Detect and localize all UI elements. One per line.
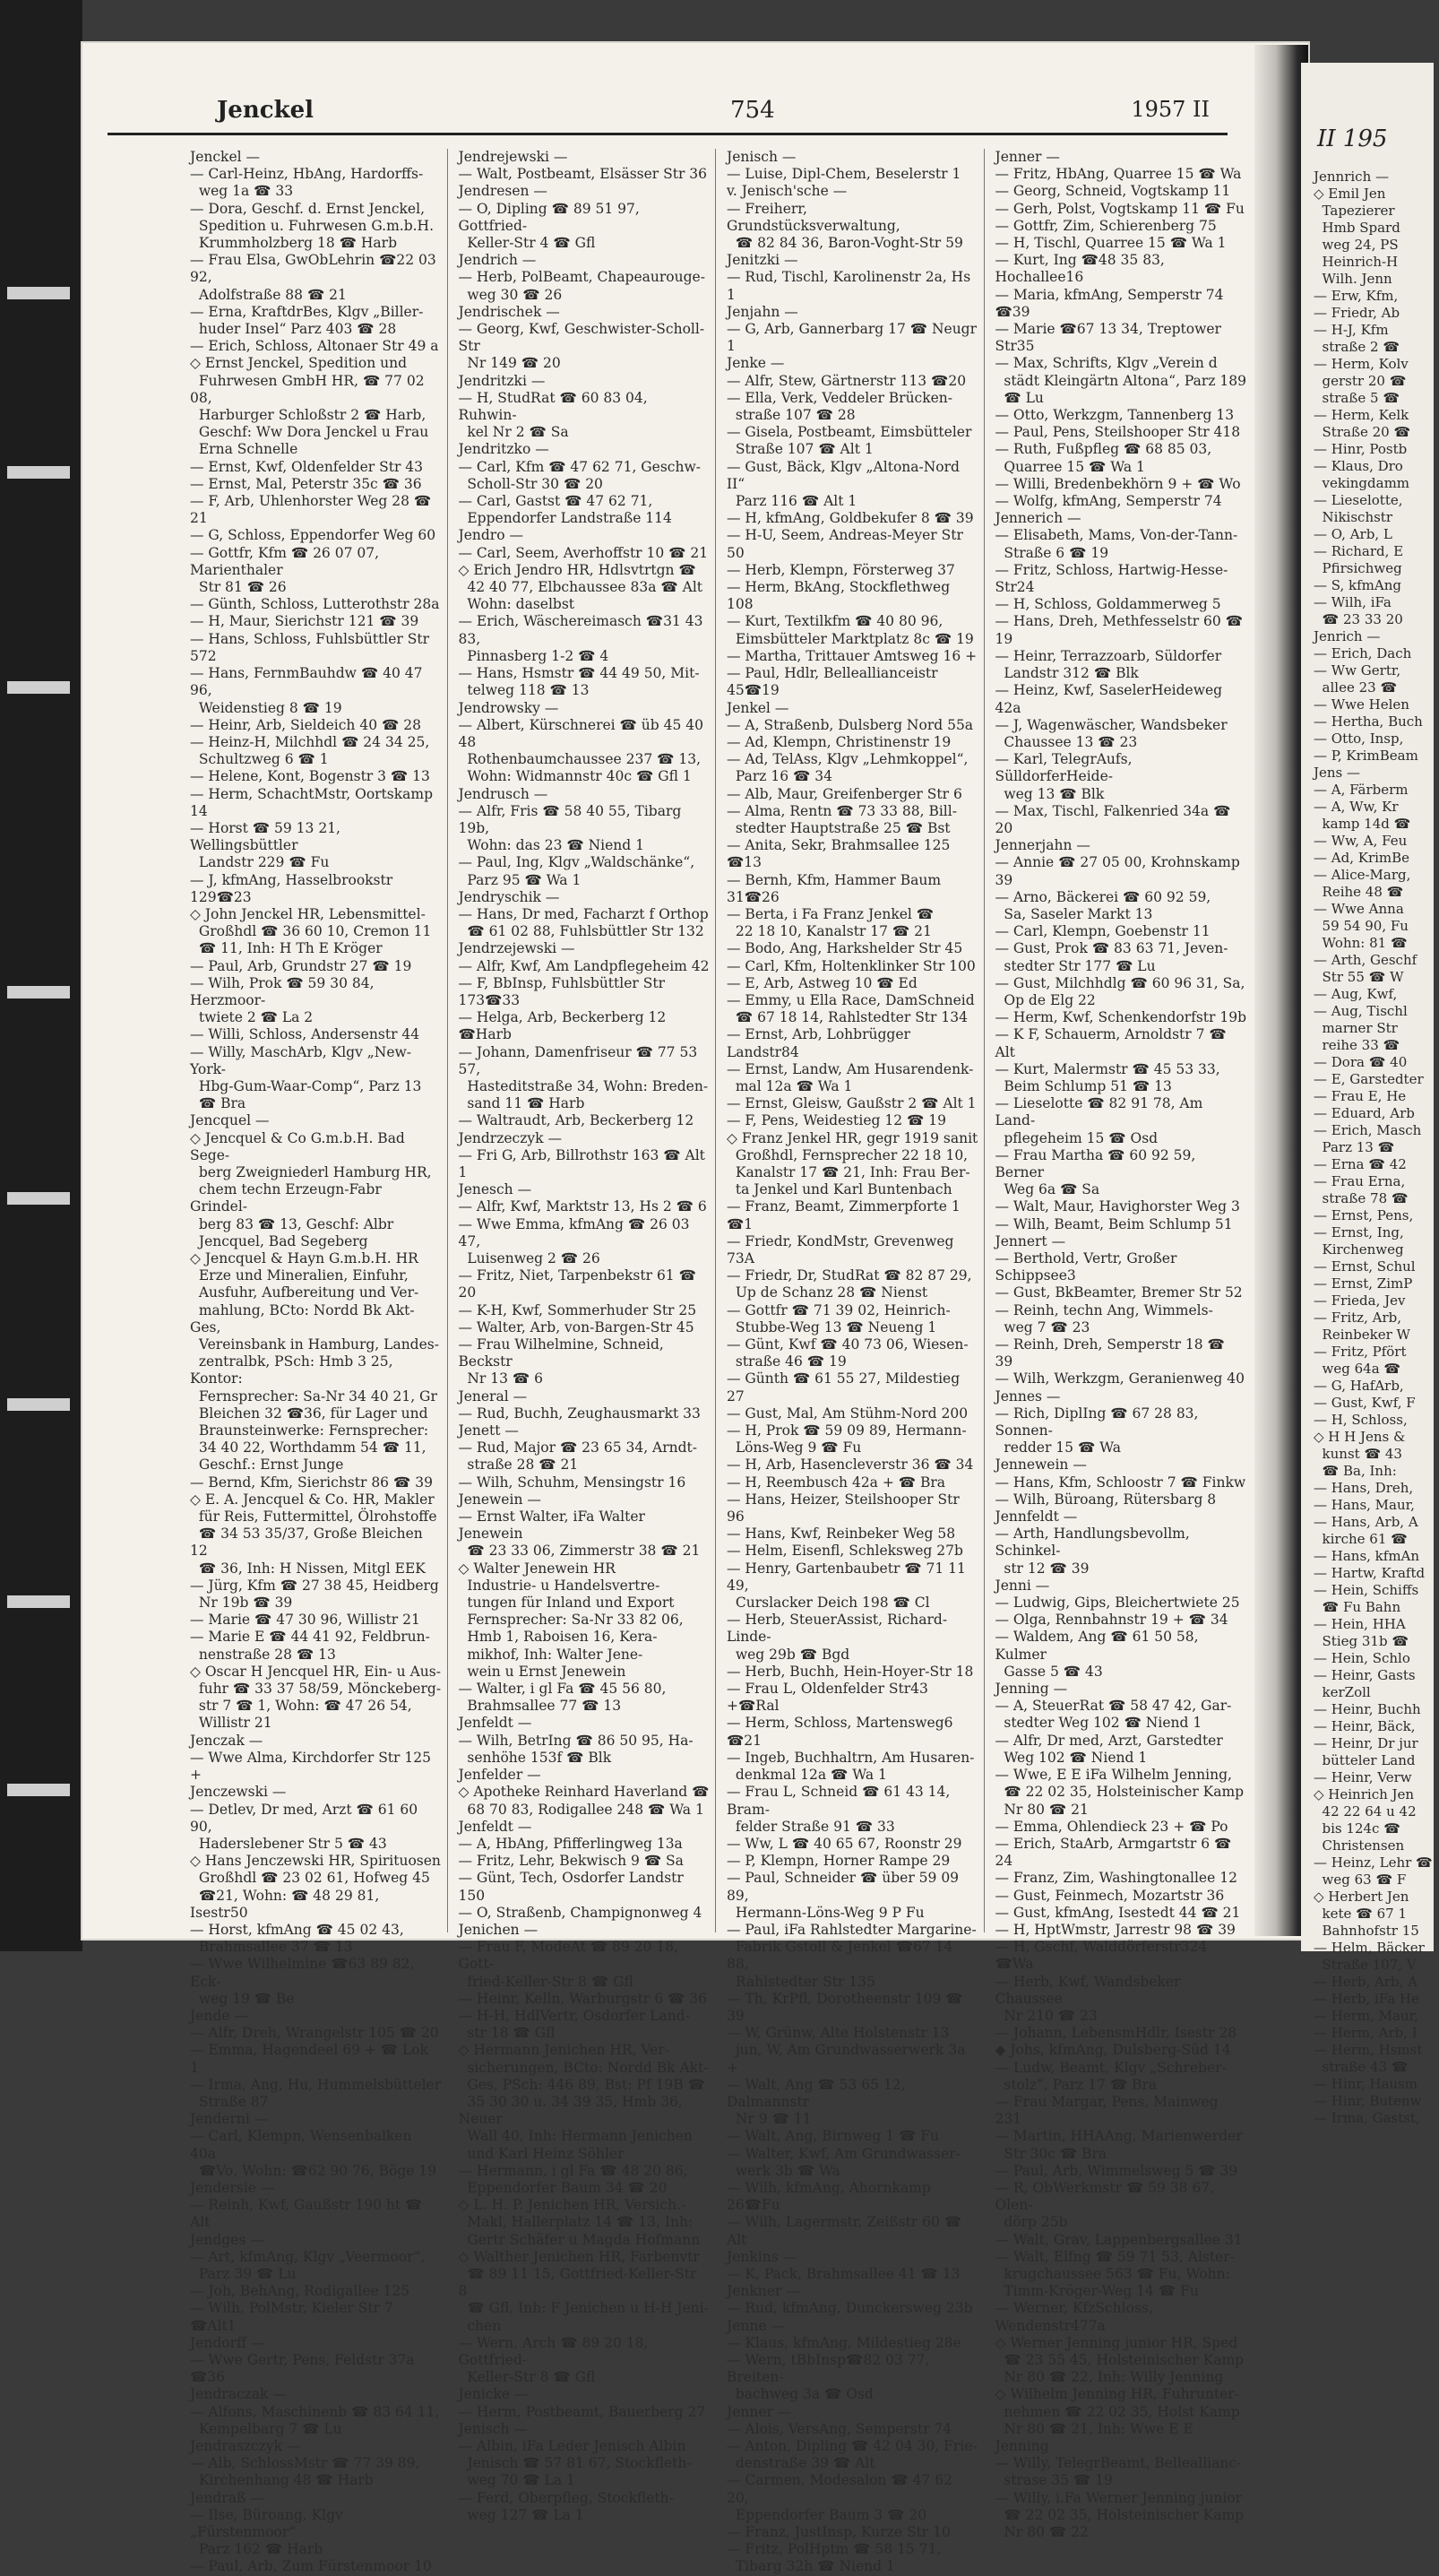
column-text: Jendrejewski — — Walt, Postbeamt, Elsässer Str 36 Jendresen — — O, Dipling ☎ 89 51 97, Gottfried- Keller-Str 4 ☎ Gfl Jendrich — — Herb, PolBeamt, Chapeaurouge- weg 30 ☎ 26 Jendrischek — — Georg, Kwf, Geschwister-Scholl-Str Nr 149 ☎ 20 Jendritzki — — H, StudRat ☎ 60 83 04, Ruhwin- kel Nr 2 ☎ Sa Jendritzko — — Carl, Kfm ☎ 47 62 71, Geschw- Scholl-Str 30 ☎ 20 — Carl, Gastst ☎ 47 62 71, Eppendorfer Landstraße 114 Jendro — — Carl, Seem, Averhoffstr 10 ☎ 21 ◇ Erich Jendro HR, Hdlsvtrtgn ☎ 42 40 77, Elbchaussee 83a ☎ Alt Wohn: daselbst — Erich, Wäschereimasch ☎31 43 83, Pinnasberg 1-2 ☎ 4 — Hans, Hsmstr ☎ 44 49 50, Mit- telweg 118 ☎ 13 Jendrowsky — — Albert, Kürschnerei ☎ üb 45 40 48 Rothenbaumchaussee 237 ☎ 13, Wohn: Widmannstr 40c ☎ Gfl 1 Jendrusch — — Alfr, Fris ☎ 58 40 55, Tibarg 19b, Wohn: das 23 ☎ Niend 1 — Paul, Ing, Klgv „Waldschänke“, Parz 95 ☎ Wa 1 Jendryschik — — Hans, Dr med, Facharzt f Orthop ☎ 61 02 88, Fuhlsbüttler Str 132 Jendrzejewski — — Alfr, Kwf, Am Landpflegeheim 42 — F, BbInsp, Fuhlsbüttler Str 173☎33 — Helga, Arb, Beckerberg 12 ☎Harb — Johann, Damenfriseur ☎ 77 53 57, Hasteditstraße 34, Wohn: Breden- sand 11 ☎ Harb — Waltraudt, Arb, Beckerberg 12 Jendrzeczyk — — Fri G, Arb, Billrothstr 163 ☎ Alt 1 Jenesch — — Alfr, Kwf, Marktstr 13, Hs 2 ☎ 6 — Wwe Emma, kfmAng ☎ 26 03 47, Luisenweg 2 ☎ 26 — Fritz, Niet, Tarpenbekstr 61 ☎ 20 — K-H, Kwf, Sommerhuder Str 25 — Walter, Arb, von-Bargen-Str 45 — Frau Wilhelmine, Schneid, Beckstr Nr 13 ☎ 6 Jeneral — — Rud, Buchh, Zeughausmarkt 33 Jenett — — Rud, Major ☎ 23 65 34, Arndt- straße 28 ☎ 21 — Wilh, Schuhm, Mensingstr 16 Jenewein — — Ernst Walter, iFa Walter Jenewein ☎ 23 33 06, Zimmerstr 38 ☎ 21 ◇ Walter Jenewein HR Industrie- u Handelsvertre- tungen für Inland und Export Fernsprecher: Sa-Nr 33 82 06, Hmb 1, Raboisen 16, Kera- mikhof, Inh: Walter Jene- wein u Ernst Jenewein — Walter, i gl Fa ☎ 45 56 80, Brahmsallee 77 ☎ 13 Jenfeldt — — Wilh, BetrIng ☎ 86 50 95, Ha- senhöhe 153f ☎ Blk Jenfelder — ◇ Apotheke Reinhard Haverland ☎ 68 70 83, Rodigallee 248 ☎ Wa 1 Jenfeldt — — A, HbAng, Pfifferlingweg 13a — Fritz, Lehr, Bekwisch 9 ☎ Sa — Günt, Tech, Osdorfer Landstr 150 — O, Straßenb, Champignonweg 4 Jenichen — — Frau F, ModeAt ☎ 89 20 18, Gott- fried-Keller-Str 8 ☎ Gfl — Heinr, Kelln, Warburgstr 6 ☎ 36 — H-H, HdlVertr, Osdorfer Land- str 18 ☎ Gfl ◇ Hermann Jenichen HR, Ver- sicherungen, BCto: Nordd Bk Akt- Ges, PSch: 446 89, Bst: Pf 19B ☎ 35 30 30 u. 34 39 35, Hmb 36, Neuer Wall 40, Inh: Hermann Jenichen und Karl Heinz Söhler — Hermann, i gl Fa ☎ 48 20 86, Eppendorfer Baum 34 ☎ 20 ◇ L. H. P. Jenichen HR, Versich.- Makl, Hallerplatz 14 ☎ 13, Inh: Gertr Schäfer u Magda Hofmann ◇ Walther Jenichen HR, Farbenvtr ☎ 89 11 15, Gottfried-Keller-Str 8 ☎ Gfl, Inh: F Jenichen u H-H Jeni- chen — Wern, Arch ☎ 89 20 18, Gottfried- Keller-Str 8 ☎ Gfl Jenicke — — Herm, Postbeamt, Bauerberg 27 Jenisch — — Albin, iFa Leder Jenisch Albin Jenisch ☎ 57 81 67, Stockfleth- weg 70 ☎ La 1 — Ferd, Oberpfleg, Stockfleth- weg 127 ☎ La 1 [458, 149, 710, 2523]
column-2 [458, 149, 717, 2523]
column-3 [727, 149, 985, 2575]
column-1 [190, 149, 448, 2575]
facing-page-text: Jennrich — ◇ Emil Jen Tapezierer Hmb Spard weg 24, PS Heinrich-H Wilh. Jenn — Erw, Kfm, — Friedr, Ab — H-J, Kfm straße 2 ☎ — Herm, Kolv gerstr 20 ☎ straße 5 ☎ — Herm, Kelk Straße 20 ☎ — Hinr, Postb — Klaus, Dro vekingdamm — Lieselotte, Nikischstr — O, Arb, L — Richard, E Pfirsichweg — S, kfmAng — Wilh, iFa ☎ 23 33 20 Jenrich — — Erich, Dach — Ww Gertr, allee 23 ☎ — Wwe Helen — Hertha, Buch — Otto, Insp, — P, KrimBeam Jens — — A, Färberm — A, Ww, Kr kamp 14d ☎ — Ww, A, Feu — Ad, KrimBe — Alice-Marg, Reihe 48 ☎ — Wwe Anna 59 54 90, Fu Wohn: 81 ☎ — Arth, Geschf Str 55 ☎ W — Aug, Kwf, — Aug, Tischl marner Str reihe 33 ☎ — Dora ☎ 40 — E, Garstedter — Frau E, He — Eduard, Arb — Erich, Masch Parz 13 ☎ — Erna ☎ 42 — Frau Erna, straße 78 ☎ — Ernst, Pens, — Ernst, Ing, Kirchenweg — Ernst, Schul — Ernst, ZimP — Frieda, Jev — Fritz, Arb, Reinbeker W — Fritz, Pfört weg 64a ☎ — G, HafArb, — Gust, Kwf, F — H, Schloss, ◇ H H Jens & kunst ☎ 43 ☎ Ba, Inh: — Hans, Dreh, — Hans, Maur, — Hans, Arb, A kirche 61 ☎ — Hans, kfmAn — Hartw, Kraftd — Hein, Schiffs ☎ Fu Bahn — Hein, HHA Stieg 31b ☎ — Hein, Schlo — Heinr, Gasts kerZoll — Heinr, Buchh — Heinr, Bäck, — Heinr, Dr jur bütteler Land — Heinr, Verw ◇ Heinrich Jen 42 22 64 u 42 bis 124c ☎ Christensen — Heinz, Lehr ☎ weg 63 ☎ F ◇ Herbert Jen kete ☎ 67 1 Bahnhofstr 15 — Helm, Bäcker Straße 107, V — Herb, Arb, A — Herb, iFa He — Herm, Maur, — Herm, Arb, I — Herm, Hsmst straße 43 ☎ — Hinr, Hausm — Hinr, Butenw — Irma, Gastst, [1314, 169, 1433, 2126]
column-text: Jenckel — — Carl-Heinz, HbAng, Hardorffs- weg 1a ☎ 33 — Dora, Geschf. d. Ernst Jenckel, Spedition u. Fuhrwesen G.m.b.H. Krummholzberg 18 ☎ Harb — Frau Elsa, GwObLehrin ☎22 03 92, Adolfstraße 88 ☎ 21 — Erna, KraftdrBes, Klgv „Biller- huder Insel“ Parz 403 ☎ 28 — Erich, Schloss, Altonaer Str 49 a ◇ Ernst Jenckel, Spedition und Fuhrwesen GmbH HR, ☎ 77 02 08, Harburger Schloßstr 2 ☎ Harb, Geschf: Ww Dora Jenckel u Frau Erna Schnelle — Ernst, Kwf, Oldenfelder Str 43 — Ernst, Mal, Peterstr 35c ☎ 36 — F, Arb, Uhlenhorster Weg 28 ☎ 21 — G, Schloss, Eppendorfer Weg 60 — Gottfr, Kfm ☎ 26 07 07, Marienthaler Str 81 ☎ 26 — Günth, Schloss, Lutterothstr 28a — H, Maur, Sierichstr 121 ☎ 39 — Hans, Schloss, Fuhlsbüttler Str 572 — Hans, FernmBauhdw ☎ 40 47 96, Weidenstieg 8 ☎ 19 — Heinr, Arb, Sieldeich 40 ☎ 28 — Heinz-H, Milchhdl ☎ 24 34 25, Schultzweg 6 ☎ 1 — Helene, Kont, Bogenstr 3 ☎ 13 — Herm, SchachtMstr, Oortskamp 14 — Horst ☎ 59 13 21, Wellingsbüttler Landstr 229 ☎ Fu — J, kfmAng, Hasselbrookstr 129☎23 ◇ John Jenckel HR, Lebensmittel- Großhdl ☎ 36 60 10, Cremon 11 ☎ 11, Inh: H Th E Kröger — Paul, Arb, Grundstr 27 ☎ 19 — Wilh, Prok ☎ 59 30 84, Herzmoor- twiete 2 ☎ La 2 — Willi, Schloss, Andersenstr 44 — Willy, MaschArb, Klgv „New-York- Hbg-Gum-Waar-Comp“, Parz 13 ☎ Bra Jencquel — ◇ Jencquel & Co G.m.b.H. Bad Sege- berg Zweigniederl Hamburg HR, chem techn Erzeugn-Fabr Grindel- berg 83 ☎ 13, Geschf: Albr Jencquel, Bad Segeberg ◇ Jencquel & Hayn G.m.b.H. HR Erze und Mineralien, Einfuhr, Ausfuhr, Aufbereitung und Ver- mahlung, BCto: Nordd Bk Akt-Ges, Vereinsbank in Hamburg, Landes- zentralbk, PSch: Hmb 3 25, Kontor: Fernsprecher: Sa-Nr 34 40 21, Gr Bleichen 32 ☎36, für Lager und Braunsteinwerke: Fernsprecher: 34 40 22, Worthdamm 54 ☎ 11, Geschf.: Ernst Junge — Bernd, Kfm, Sierichstr 86 ☎ 39 ◇ E. A. Jencquel & Co. HR, Makler für Reis, Futtermittel, Ölrohstoffe ☎ 34 53 35/37, Große Bleichen 12 ☎ 36, Inh: H Nissen, Mitgl EEK — Jürg, Kfm ☎ 27 38 45, Heidberg Nr 19b ☎ 39 — Marie ☎ 47 30 96, Willistr 21 — Marie E ☎ 44 41 92, Feldbrun- nenstraße 28 ☎ 13 ◇ Oscar H Jencquel HR, Ein- u Aus- fuhr ☎ 33 37 58/59, Mönckeberg- str 7 ☎ 1, Wohn: ☎ 47 26 54, Willistr 21 Jenczak — — Wwe Alma, Kirchdorfer Str 125 + Jenczewski — — Detlev, Dr med, Arzt ☎ 61 60 90, Haderslebener Str 5 ☎ 43 ◇ Hans Jenczewski HR, Spirituosen Großhdl ☎ 23 02 61, Hofweg 45 ☎21, Wohn: ☎ 48 29 81, Isestr50 — Horst, kfmAng ☎ 45 02 43, Brahmsallee 37 ☎ 13 — Wwe Wilhelmine ☎63 89 82, Eck- weg 19 ☎ Be Jende — — Alfr, Dreh, Wrangelstr 105 ☎ 20 — Emma, Hagendeel 69 + ☎ Lok 1 — Irma, Ang, Hu, Hummelsbütteler Straße 87 Jenderni — — Carl, Klempn, Wensenbalken 40a ☎Vo, Wohn: ☎62 90 76, Böge 19 Jendersie — — Reinh, Kwf, Gaußstr 190 ht ☎ Alt Jendges — — Art, kfmAng, Klgv „Veermoor“, Parz 39 ☎ Lu — Joh, BehAng, Rodigallee 125 — Wilh, PolMstr, Kieler Str 7 ☎Alt1 Jendorff — — Wwe Gertr, Pens, Feldstr 37a ☎36 Jendraczak — — Alfons, Maschinenb ☎ 83 64 11, Kempelbarg 7 ☎ Lu Jendraszczyk — — Alb, SchlossMstr ☎ 77 39 89, Kirchenhang 48 ☎ Harb Jendraß — — Ilse, Büroang, Klgv „Fürstenmoor“ Parz 162 ☎ Harb — Paul, Arb, Zum Fürstenmoor 10 [190, 149, 442, 2575]
facing-page [1301, 63, 1434, 2126]
column-text: Jenisch — — Luise, Dipl-Chem, Beselerstr 1 v. Jenisch'sche — — Freiherr, Grundstücksverwaltung, ☎ 82 84 36, Baron-Voght-Str 59 Jenitzki — — Rud, Tischl, Karolinenstr 2a, Hs 1 Jenjahn — — G, Arb, Gannerbarg 17 ☎ Neugr 1 Jenke — — Alfr, Stew, Gärtnerstr 113 ☎20 — Ella, Verk, Veddeler Brücken- straße 107 ☎ 28 — Gisela, Postbeamt, Eimsbütteler Straße 107 ☎ Alt 1 — Gust, Bäck, Klgv „Altona-Nord II“ Parz 116 ☎ Alt 1 — H, kfmAng, Goldbekufer 8 ☎ 39 — H-U, Seem, Andreas-Meyer Str 50 — Herb, Klempn, Försterweg 37 — Herm, BkAng, Stockflethweg 108 — Kurt, Textilkfm ☎ 40 80 96, Eimsbütteler Marktplatz 8c ☎ 19 — Martha, Trittauer Amtsweg 16 + — Paul, Hdlr, Belleallianceistr 45☎19 Jenkel — — A, Straßenb, Dulsberg Nord 55a — Ad, Klempn, Christinenstr 19 — Ad, TelAss, Klgv „Lehmkoppel“, Parz 16 ☎ 34 — Alb, Maur, Greifenberger Str 6 — Alma, Rentn ☎ 73 33 88, Bill- stedter Hauptstraße 25 ☎ Bst — Anita, Sekr, Brahmsallee 125 ☎13 — Bernh, Kfm, Hammer Baum 31☎26 — Berta, i Fa Franz Jenkel ☎ 22 18 10, Kanalstr 17 ☎ 21 — Bodo, Ang, Harkshelder Str 45 — Carl, Kfm, Holtenklinker Str 100 — E, Arb, Astweg 10 ☎ Ed — Emmy, u Ella Race, DamSchneid ☎ 67 18 14, Rahlstedter Str 134 — Ernst, Arb, Lohbrügger Landstr84 — Ernst, Landw, Am Husarendenk- mal 12a ☎ Wa 1 — Ernst, Gleisw, Gaußstr 2 ☎ Alt 1 — F, Pens, Weidestieg 12 ☎ 19 ◇ Franz Jenkel HR, gegr 1919 sanit Großhdl, Fernsprecher 22 18 10, Kanalstr 17 ☎ 21, Inh: Frau Ber- ta Jenkel und Karl Buntenbach — Franz, Beamt, Zimmerpforte 1 ☎1 — Friedr, KondMstr, Grevenweg 73A — Friedr, Dr, StudRat ☎ 82 87 29, Up de Schanz 28 ☎ Nienst — Gottfr ☎ 71 39 02, Heinrich- Stubbe-Weg 13 ☎ Neueng 1 — Günt, Kwf ☎ 40 73 06, Wiesen- straße 46 ☎ 19 — Günth ☎ 61 55 27, Mildestieg 27 — Gust, Mal, Am Stühm-Nord 200 — H, Prok ☎ 59 09 89, Hermann- Löns-Weg 9 ☎ Fu — H, Arb, Hasencleverstr 36 ☎ 34 — H, Reembusch 42a + ☎ Bra — Hans, Heizer, Steilshooper Str 96 — Hans, Kwf, Reinbeker Weg 58 — Helm, Eisenfl, Schleksweg 27b — Henry, Gartenbaubetr ☎ 71 11 49, Curslacker Deich 198 ☎ Cl — Herb, SteuerAssist, Richard-Linde- weg 29b ☎ Bgd — Herb, Buchh, Hein-Hoyer-Str 18 — Frau L, Oldenfelder Str43 +☎Ral — Herm, Schloss, Martensweg6 ☎21 — Ingeb, Buchhaltrn, Am Husaren- denkmal 12a ☎ Wa 1 — Frau L, Schneid ☎ 61 43 14, Bram- felder Straße 91 ☎ 33 — Ww, L ☎ 40 65 67, Roonstr 29 — P, Klempn, Horner Rampe 29 — Paul, Schneider ☎ über 59 09 89, Hermann-Löns-Weg 9 P Fu — Paul, iFa Rahlstedter Margarine- Fabrik Gstoll & Jenkel ☎67 14 88, Rahlstedter Str 135 — Th, KrPfl, Dorotheenstr 109 ☎ 39 — W, Grünw, Alte Holstenstr 13 jun, W, Am Grundwasserwerk 3a + — Walt, Ang ☎ 53 65 12, Dalmannstr Nr 9 ☎ 11 — Walt, Ang, Birnweg 1 ☎ Fu — Walter, Kwf, Am Grundwasser- werk 3b ☎ Wa — Wilh, kfmAng, Ahornkamp 26☎Fu — Wilh, Lagermstr, Zeißstr 60 ☎ Alt Jenkins — — K, Pack, Brahmsallee 41 ☎ 13 Jenkner — — Rud, kfmAng, Dunckersweg 23b Jenne — — Klaus, kfmAng, Mildestieg 28e — Wern, tBbInsp☎82 03 77, Breiten- bachweg 3a ☎ Osd Jenner — — Alois, VersAng, Semperstr 74 — Anton, Dipling ☎ 42 04 30, Frie- denstraße 39 ☎ Alt — Carmen, Modesalon ☎ 47 62 20, Eppendorfer Baum 3 ☎ 20 — Franz, JustInsp, Kurze Str 10 — Fritz, PolHptm ☎ 58 15 71, Tibarg 32h ☎ Niend 1 [727, 149, 978, 2575]
facing-page-header: II 195 [1317, 125, 1388, 152]
edition-year: 1957 II [1131, 97, 1210, 122]
page-number: 754 [730, 97, 775, 124]
column-text: Jenner — — Fritz, HbAng, Quarree 15 ☎ Wa — Georg, Schneid, Vogtskamp 11 — Gerh, Polst, Vogtskamp 11 ☎ Fu — Gottfr, Zim, Schierenberg 75 — H, Tischl, Quarree 15 ☎ Wa 1 — Kurt, Ing ☎48 35 83, Hochallee16 — Maria, kfmAng, Semperstr 74 ☎39 — Marie ☎67 13 34, Treptower Str35 — Max, Schrifts, Klgv „Verein d städt Kleingärtn Altona“, Parz 189 ☎ Lu — Otto, Werkzgm, Tannenberg 13 — Paul, Pens, Steilshooper Str 418 — Ruth, Fußpfleg ☎ 68 85 03, Quarree 15 ☎ Wa 1 — Willi, Bredenbekhörn 9 + ☎ Wo — Wolfg, kfmAng, Semperstr 74 Jennerich — — Elisabeth, Mams, Von-der-Tann- Straße 6 ☎ 19 — Fritz, Schloss, Hartwig-Hesse-Str24 — H, Schloss, Goldammerweg 5 — Hans, Dreh, Methfesselstr 60 ☎ 19 — Heinr, Terrazzoarb, Süldorfer Landstr 312 ☎ Blk — Heinz, Kwf, SaselerHeideweg 42a — J, Wagenwäscher, Wandsbeker Chaussee 13 ☎ 23 — Karl, TelegrAufs, SülldorferHeide- weg 13 ☎ Blk — Max, Tischl, Falkenried 34a ☎ 20 Jennerjahn — — Annie ☎ 27 05 00, Krohnskamp 39 — Arno, Bäckerei ☎ 60 92 59, Sa, Saseler Markt 13 — Carl, Klempn, Goebenstr 11 — Gust, Prok ☎ 83 63 71, Jeven- stedter Str 177 ☎ Lu — Gust, Milchhdlg ☎ 60 96 31, Sa, Op de Elg 22 — Herm, Kwf, Schenkendorfstr 19b — K F, Schauerm, Arnoldstr 7 ☎ Alt — Kurt, Malermstr ☎ 45 53 33, Beim Schlump 51 ☎ 13 — Lieselotte ☎ 82 91 78, Am Land- pflegeheim 15 ☎ Osd — Frau Martha ☎ 60 92 59, Berner Weg 6a ☎ Sa — Walt, Maur, Havighorster Weg 3 — Wilh, Beamt, Beim Schlump 51 Jennert — — Berthold, Vertr, Großer Schippsee3 — Gust, BkBeamter, Bremer Str 52 — Reinh, techn Ang, Wimmels- weg 7 ☎ 23 — Reinh, Dreh, Semperstr 18 ☎ 39 — Wilh, Werkzgm, Geranienweg 40 Jennes — — Rich, DiplIng ☎ 67 28 83, Sonnen- redder 15 ☎ Wa Jennewein — — Hans, Kfm, Schloostr 7 ☎ Finkw — Wilh, Büroang, Rütersbarg 8 Jennfeldt — — Arth, Handlungsbevollm, Schinkel- str 12 ☎ 39 Jenni — — Ludwig, Gips, Bleichertwiete 25 — Olga, Rennbahnstr 19 + ☎ 34 — Waldem, Ang ☎ 61 50 58, Kulmer Gasse 5 ☎ 43 Jenning — — A, SteuerRat ☎ 58 47 42, Gar- stedter Weg 102 ☎ Niend 1 — Alfr, Dr med, Arzt, Garstedter Weg 102 ☎ Niend 1 — Wwe, E E iFa Wilhelm Jenning, ☎ 22 02 35, Holsteinischer Kamp Nr 80 ☎ 21 — Emma, Ohlendieck 23 + ☎ Po — Erich, StaArb, Armgartstr 6 ☎ 24 — Franz, Zim, Washingtonallee 12 — Gust, Feinmech, Mozartstr 36 — Gust, kfmAng, Isestedt 44 ☎ 21 — H, HptWmstr, Jarrestr 98 ☎ 39 — H, Gschf, Walddörferstr324 ☎Wa — Herb, Kwf, Wandsbeker Chaussee Nr 210 ☎ 23 — Johann, LebensmHdlr, Isestr 28 ◆ Johs, kfmAng, Dulsberg-Süd 14 — Ludw, Beamt, Klgv „Schreber- stolz“, Parz 17 ☎ Bra — Frau Margar, Pens, Mainweg 231 — Martin, HHAAng, Marienwerder Str 30c ☎ Bra — Paul, Arb, Wimmelsweg 5 ☎ 39 — R, ObWerkmstr ☎ 59 38 67, Olen- dörp 25b — Walt, Grav, Lappenbergsallee 31 — Walt, Elfng ☎ 59 71 53, Alster- krugchaussee 563 ☎ Fu, Wohn: Timm-Kröger-Weg 14 ☎ Fu — Werner, KfzSchloss, Wendenstr477a ◇ Werner Jenning junior HR, Sped ☎ 23 55 45, Holsteinischer Kamp Nr 80 ☎ 22, Inh: Willy Jenning ◇ Wilhelm Jenning HR, Fuhrunter- nehmen ☎ 22 02 35, Holst Kamp Nr 80 ☎ 21, Inh: Wwe E E Jenning — Willy, TelegrBeamt, Belleallianc- strase 35 ☎ 19 — Willy, i.Fa Werner Jenning junior ☎ 22 02 35, Holsteinischer Kamp Nr 80 ☎ 22 [995, 149, 1247, 2541]
book-gutter [1254, 45, 1308, 1936]
running-head-name: Jenckel [217, 97, 315, 124]
page-header [108, 97, 1228, 135]
column-4 [995, 149, 1253, 2541]
scan-left-edge [0, 0, 82, 1951]
directory-columns [190, 149, 1252, 2575]
